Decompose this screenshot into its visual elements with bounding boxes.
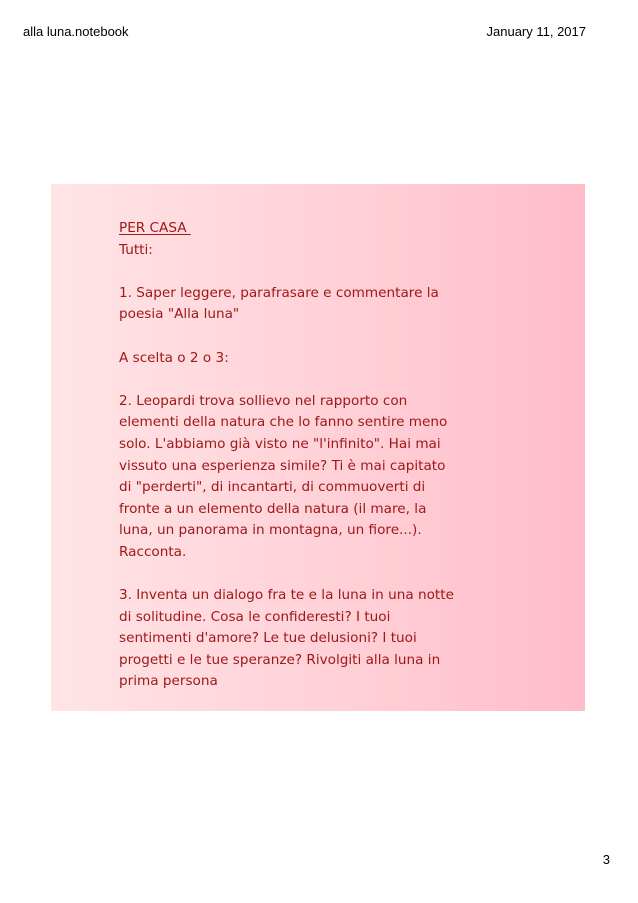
notebook-filename: alla luna.notebook: [23, 24, 129, 39]
homework-heading: PER CASA: [119, 220, 191, 236]
assignment-item-3: 3. Inventa un dialogo fra te e la luna in una notte di solitudine. Cosa le confideresti? I tuoi sentimenti d'amore? Le tue delusioni? I tuoi progetti e le tue speranze? Rivolgiti alla luna in prima persona: [119, 587, 454, 690]
spacer: [119, 326, 459, 348]
slide-panel: [51, 184, 585, 711]
homework-text: [119, 218, 459, 693]
page-number: 3: [602, 852, 610, 867]
notebook-date: January 11, 2017: [486, 24, 586, 39]
assignment-item-2: 2. Leopardi trova sollievo nel rapporto con elementi della natura che lo fanno sentire meno solo. L'abbiamo già visto ne "l'infinito". Hai mai vissuto una esperienza simile? Ti è mai capitato di "perderti", di incantarti, di commuoverti di fronte a un elemento della natura (il mare, la luna, un panorama in montagna, un fiore...). Racconta.: [119, 392, 448, 560]
assignment-choice: A scelta o 2 o 3:: [119, 349, 229, 366]
assignment-item-1: 1. Saper leggere, parafrasare e commentare la poesia "Alla luna": [119, 284, 439, 323]
spacer: [119, 261, 459, 283]
spacer: [119, 369, 459, 391]
assignment-intro: Tutti:: [119, 241, 153, 258]
spacer: [119, 564, 459, 586]
